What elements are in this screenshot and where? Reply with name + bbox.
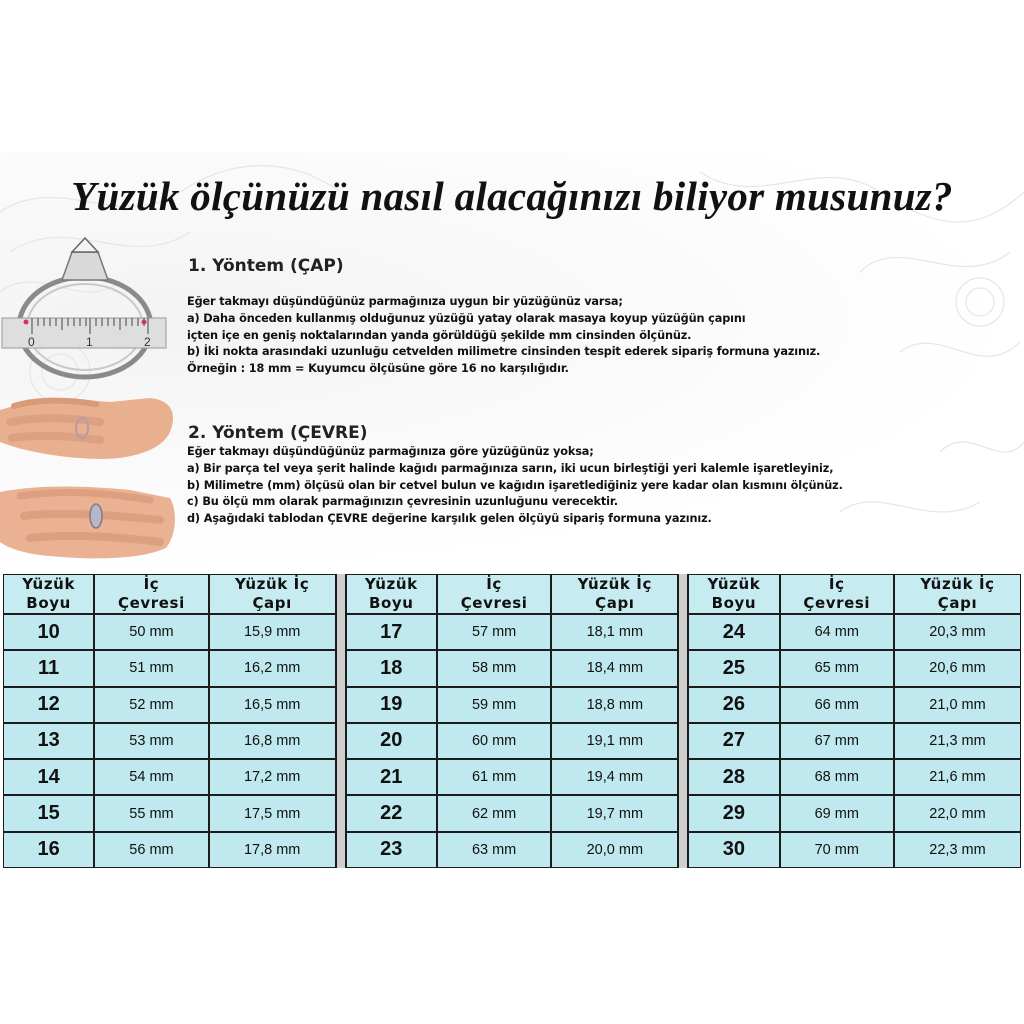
ring-size-cell: 25 bbox=[688, 650, 779, 686]
diameter-cell: 18,1 mm bbox=[551, 614, 678, 650]
circumference-cell: 58 mm bbox=[437, 650, 551, 686]
circumference-cell: 53 mm bbox=[94, 723, 208, 759]
column-gap bbox=[678, 759, 688, 795]
header-circumference: İç Çevresi bbox=[437, 574, 551, 614]
header-circumference: İç Çevresi bbox=[94, 574, 208, 614]
column-gap bbox=[336, 795, 346, 831]
diameter-cell: 21,6 mm bbox=[894, 759, 1021, 795]
diameter-cell: 20,0 mm bbox=[551, 832, 678, 868]
ring-size-cell: 30 bbox=[688, 832, 779, 868]
table-header-row bbox=[3, 574, 1021, 614]
header-circumference: İç Çevresi bbox=[780, 574, 894, 614]
column-gap bbox=[336, 832, 346, 868]
method1-line: Eğer takmayı düşündüğünüz parmağınıza uygun bir yüzüğünüz varsa; bbox=[187, 295, 623, 308]
ring-size-cell: 24 bbox=[688, 614, 779, 650]
table-row bbox=[3, 759, 1021, 795]
table-row bbox=[3, 832, 1021, 868]
column-gap bbox=[678, 723, 688, 759]
ring-size-cell: 18 bbox=[346, 650, 437, 686]
ring-size-cell: 15 bbox=[3, 795, 94, 831]
diameter-cell: 16,8 mm bbox=[209, 723, 336, 759]
ring-size-cell: 29 bbox=[688, 795, 779, 831]
circumference-cell: 62 mm bbox=[437, 795, 551, 831]
ring-size-cell: 26 bbox=[688, 687, 779, 723]
ring-size-cell: 12 bbox=[3, 687, 94, 723]
method2-line: d) Aşağıdaki tablodan ÇEVRE değerine karşılık gelen ölçüyü sipariş formuna yazınız. bbox=[187, 512, 712, 526]
header-size: Yüzük Boyu bbox=[3, 574, 94, 614]
column-gap bbox=[336, 574, 346, 614]
method1-line: b) İki nokta arasındaki uzunluğu cetvelden milimetre cinsinden tespit ederek sipariş formuna yazınız. bbox=[187, 345, 821, 359]
column-gap bbox=[678, 574, 688, 614]
table-row bbox=[3, 687, 1021, 723]
diameter-cell: 19,7 mm bbox=[551, 795, 678, 831]
diameter-cell: 17,5 mm bbox=[209, 795, 336, 831]
table-row bbox=[3, 795, 1021, 831]
column-gap bbox=[678, 650, 688, 686]
diameter-cell: 16,2 mm bbox=[209, 650, 336, 686]
ring-size-cell: 20 bbox=[346, 723, 437, 759]
diameter-cell: 18,8 mm bbox=[551, 687, 678, 723]
header-size: Yüzük Boyu bbox=[346, 574, 437, 614]
method1-line: Örneğin : 18 mm = Kuyumcu ölçüsüne göre 16 no karşılığıdır. bbox=[187, 362, 569, 376]
ring-size-cell: 21 bbox=[346, 759, 437, 795]
diameter-cell: 19,1 mm bbox=[551, 723, 678, 759]
diameter-cell: 20,3 mm bbox=[894, 614, 1021, 650]
method2-text bbox=[187, 444, 843, 528]
circumference-cell: 50 mm bbox=[94, 614, 208, 650]
ring-size-cell: 11 bbox=[3, 650, 94, 686]
ring-size-cell: 19 bbox=[346, 687, 437, 723]
circumference-cell: 61 mm bbox=[437, 759, 551, 795]
diameter-cell: 22,3 mm bbox=[894, 832, 1021, 868]
method1-text bbox=[187, 294, 820, 378]
diameter-cell: 21,0 mm bbox=[894, 687, 1021, 723]
ring-size-cell: 16 bbox=[3, 832, 94, 868]
circumference-cell: 52 mm bbox=[94, 687, 208, 723]
circumference-cell: 57 mm bbox=[437, 614, 551, 650]
method2-line: a) Bir parça tel veya şerit halinde kağıdı parmağınıza sarın, iki ucun birleştiği yeri kalemle işaretleyiniz, bbox=[187, 461, 834, 475]
circumference-cell: 54 mm bbox=[94, 759, 208, 795]
diameter-cell: 19,4 mm bbox=[551, 759, 678, 795]
table-row bbox=[3, 614, 1021, 650]
ruler-mark-2: 2 bbox=[144, 335, 151, 349]
diameter-cell: 16,5 mm bbox=[209, 687, 336, 723]
ring-size-cell: 27 bbox=[688, 723, 779, 759]
diameter-cell: 21,3 mm bbox=[894, 723, 1021, 759]
column-gap bbox=[336, 723, 346, 759]
ring-size-cell: 22 bbox=[346, 795, 437, 831]
circumference-cell: 51 mm bbox=[94, 650, 208, 686]
ring-size-cell: 28 bbox=[688, 759, 779, 795]
header-size: Yüzük Boyu bbox=[688, 574, 779, 614]
table-row bbox=[3, 650, 1021, 686]
circumference-cell: 68 mm bbox=[780, 759, 894, 795]
diameter-cell: 22,0 mm bbox=[894, 795, 1021, 831]
column-gap bbox=[336, 759, 346, 795]
column-gap bbox=[678, 687, 688, 723]
header-diameter: Yüzük İç Çapı bbox=[551, 574, 678, 614]
diameter-cell: 20,6 mm bbox=[894, 650, 1021, 686]
circumference-cell: 69 mm bbox=[780, 795, 894, 831]
circumference-cell: 63 mm bbox=[437, 832, 551, 868]
page-title: Yüzük ölçünüzü nasıl alacağınızı biliyor musunuz? bbox=[71, 173, 953, 219]
circumference-cell: 56 mm bbox=[94, 832, 208, 868]
method2-line: Eğer takmayı düşündüğünüz parmağınıza göre yüzüğünüz yoksa; bbox=[187, 445, 594, 458]
ring-ruler-illustration bbox=[0, 232, 170, 382]
ring-size-cell: 10 bbox=[3, 614, 94, 650]
diameter-cell: 18,4 mm bbox=[551, 650, 678, 686]
circumference-cell: 60 mm bbox=[437, 723, 551, 759]
diameter-cell: 17,2 mm bbox=[209, 759, 336, 795]
circumference-cell: 59 mm bbox=[437, 687, 551, 723]
ruler-mark-0: 0 bbox=[28, 335, 35, 349]
circumference-cell: 64 mm bbox=[780, 614, 894, 650]
ring-size-table bbox=[3, 574, 1021, 868]
method1-heading: 1. Yöntem (ÇAP) bbox=[188, 256, 344, 276]
method1-line: içten içe en geniş noktalarından yanda görüldüğü şekilde mm cinsinden ölçünüz. bbox=[187, 328, 692, 342]
column-gap bbox=[678, 795, 688, 831]
hand-illustration-bottom bbox=[0, 482, 176, 562]
method2-heading: 2. Yöntem (ÇEVRE) bbox=[188, 423, 368, 443]
ruler-mark-1: 1 bbox=[86, 335, 93, 349]
method2-line: b) Milimetre (mm) ölçüsü olan bir cetvel bulun ve kağıdın işaretlediğiniz yere kadar olan kısmını ölçünüz. bbox=[187, 478, 843, 492]
column-gap bbox=[336, 687, 346, 723]
column-gap bbox=[678, 614, 688, 650]
method1-line: a) Daha önceden kullanmış olduğunuz yüzüğü yatay olarak masaya koyup yüzüğün çapını bbox=[187, 311, 746, 325]
hand-illustration-top bbox=[0, 392, 178, 464]
column-gap bbox=[678, 832, 688, 868]
method2-line: c) Bu ölçü mm olarak parmağınızın çevresinin uzunluğunu verecektir. bbox=[187, 495, 618, 509]
ring-size-cell: 17 bbox=[346, 614, 437, 650]
circumference-cell: 66 mm bbox=[780, 687, 894, 723]
column-gap bbox=[336, 614, 346, 650]
diameter-cell: 15,9 mm bbox=[209, 614, 336, 650]
header-diameter: Yüzük İç Çapı bbox=[894, 574, 1021, 614]
circumference-cell: 67 mm bbox=[780, 723, 894, 759]
ring-size-cell: 23 bbox=[346, 832, 437, 868]
ring-size-cell: 14 bbox=[3, 759, 94, 795]
ring-size-cell: 13 bbox=[3, 723, 94, 759]
circumference-cell: 65 mm bbox=[780, 650, 894, 686]
table-row bbox=[3, 723, 1021, 759]
header-diameter: Yüzük İç Çapı bbox=[209, 574, 336, 614]
diameter-cell: 17,8 mm bbox=[209, 832, 336, 868]
column-gap bbox=[336, 650, 346, 686]
circumference-cell: 55 mm bbox=[94, 795, 208, 831]
circumference-cell: 70 mm bbox=[780, 832, 894, 868]
